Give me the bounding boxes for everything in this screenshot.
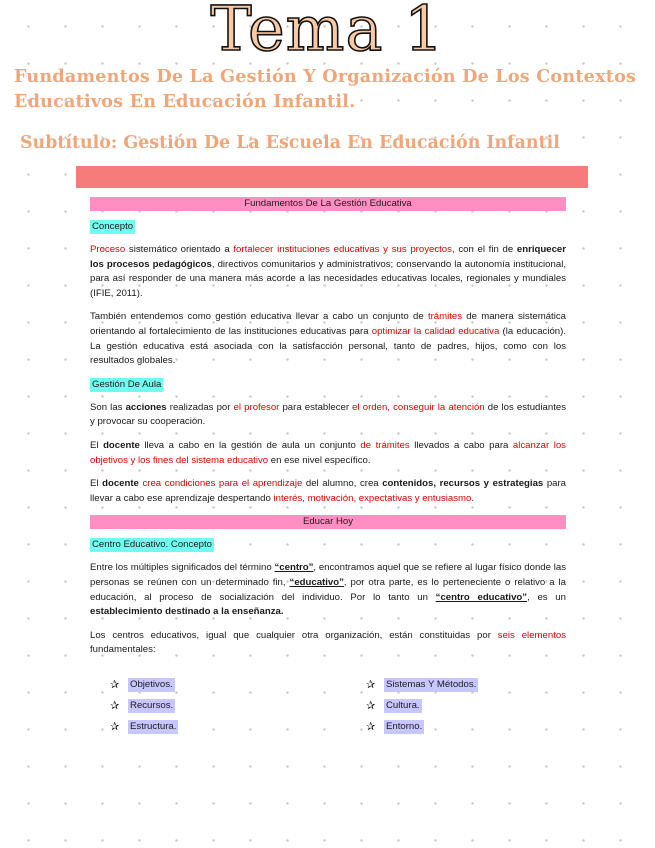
paragraph [90, 401, 566, 430]
highlighted-text: seis elementos [497, 629, 566, 641]
centro-concept-label: Centro Educativo. Concepto [92, 539, 212, 551]
highlighted-text: establecimiento destinado a la enseñanza. [90, 606, 284, 618]
star-icon: ✰ [366, 679, 376, 692]
text-run: lleva a cabo en la gestión de aula un conjunto [139, 439, 361, 451]
text-run: realizadas por [166, 401, 234, 413]
concept-label: Concepto [92, 221, 134, 232]
page-title: Tema 1 [210, 0, 445, 65]
decorative-bar [76, 166, 588, 188]
star-icon: ✰ [110, 679, 120, 692]
text-run: Los centros educativos, igual que cualquier otra organización, están constituidas por [90, 629, 498, 641]
text-run: El [90, 439, 104, 451]
highlighted-text: “centro” [274, 562, 314, 574]
text-run: , por otra parte, es lo perteneciente o relativo a la educación, al proceso de socialización del individuo. Por lo tanto un [90, 576, 566, 603]
paragraph [90, 629, 566, 658]
highlighted-text: el profesor [233, 401, 280, 413]
highlighted-text: alcanzar los objetivos y los fines del sistema educativo [90, 439, 566, 466]
highlighted-text: de trámites [360, 439, 410, 451]
text-run: . [471, 492, 474, 504]
highlighted-text: docente [103, 439, 140, 451]
highlighted-text: el orden, conseguir la atención [352, 401, 485, 413]
text-run: de manera sistemática orientando al fortalecimiento de las instituciones educativas para [90, 311, 566, 337]
list-item: ✰ Entorno. [366, 721, 423, 734]
text-run: , con el fin de [451, 244, 517, 255]
highlighted-text: acciones [125, 401, 167, 413]
highlighted-text: Proceso [90, 244, 126, 255]
list-item: ✰ Objetivos. [110, 679, 173, 692]
text-run: llevados a cabo para [409, 439, 513, 451]
text-run: sistemático orientado a [125, 244, 234, 255]
highlighted-text: crea condiciones para el aprendizaje [142, 478, 303, 490]
highlighted-text: docente [102, 478, 139, 490]
list-item: ✰ Sistemas Y Métodos. [366, 679, 477, 692]
paragraph [90, 310, 566, 368]
section-band-educar-hoy: Educar Hoy [90, 515, 566, 529]
subtitle: Subtítulo: Gestión De La Escuela En Educación Infantil [20, 133, 560, 153]
highlighted-text: “educativo” [289, 576, 344, 588]
text-run: del alumno, crea [302, 478, 383, 490]
section-band-gestion: Fundamentos De La Gestión Educativa [90, 197, 566, 211]
text-run: en ese nivel específico. [268, 454, 371, 466]
elements-list [90, 678, 566, 735]
list-item: ✰ Cultura. [366, 700, 420, 713]
highlighted-text: interés, motivación, expectativas y entusiasmo [273, 492, 472, 504]
gestion-aula-label: Gestión De Aula [92, 378, 162, 390]
text-run: , encontramos aquel que se refiere al lugar físico donde las personas se reúnen con un determinado fin, [90, 562, 566, 588]
text-run: (la educación). La gestión educativa está asociada con la satisfacción personal, tanto de padres, hijos, como con los resultados globales. [90, 325, 566, 367]
text-run: fundamentales: [90, 644, 156, 656]
highlighted-text: trámites [427, 311, 463, 323]
star-icon: ✰ [366, 700, 376, 713]
list-item: ✰ Recursos. [110, 700, 174, 713]
text-run: para llevar a cabo ese aprendizaje despertando [90, 478, 567, 504]
highlighted-text: “centro educativo” [435, 591, 528, 603]
content-area [90, 197, 566, 735]
star-icon: ✰ [366, 721, 376, 734]
highlighted-text: fortalecer instituciones educativas y sus proyectos [233, 244, 452, 255]
highlighted-text: optimizar la calidad educativa [371, 325, 500, 337]
highlighted-text: contenidos, recursos y estrategias [382, 478, 544, 490]
list-item: ✰ Estructura. [110, 721, 177, 734]
paragraph [90, 439, 566, 468]
paragraph [90, 243, 566, 301]
text-run: , directivos comunitarios y administrativos; conservando la autonomía institucional, para así responder de una manera más acorde a las necesidades educativas locales, regionales y mundiales (IFIE, 2011). [90, 258, 566, 299]
star-icon: ✰ [110, 700, 120, 713]
highlighted-text: enriquecer los procesos pedagógicos [90, 244, 566, 270]
main-heading: Fundamentos De La Gestión Y Organización De Los Contextos Educativos En Educación Infantil. [14, 66, 637, 112]
text-run: El [90, 478, 103, 490]
text-run: , es un [527, 591, 566, 603]
text-run: para establecer [279, 401, 353, 413]
text-run: Son las [90, 401, 126, 413]
paragraph [90, 477, 566, 506]
paragraph [90, 561, 566, 619]
star-icon: ✰ [110, 721, 120, 734]
text-run: Entre los múltiples significados del término [90, 562, 275, 574]
text-run: de los estudiantes y provocar su cooperación. [90, 401, 566, 428]
text-run: También entendemos como gestión educativa llevar a cabo un conjunto de [90, 311, 428, 323]
